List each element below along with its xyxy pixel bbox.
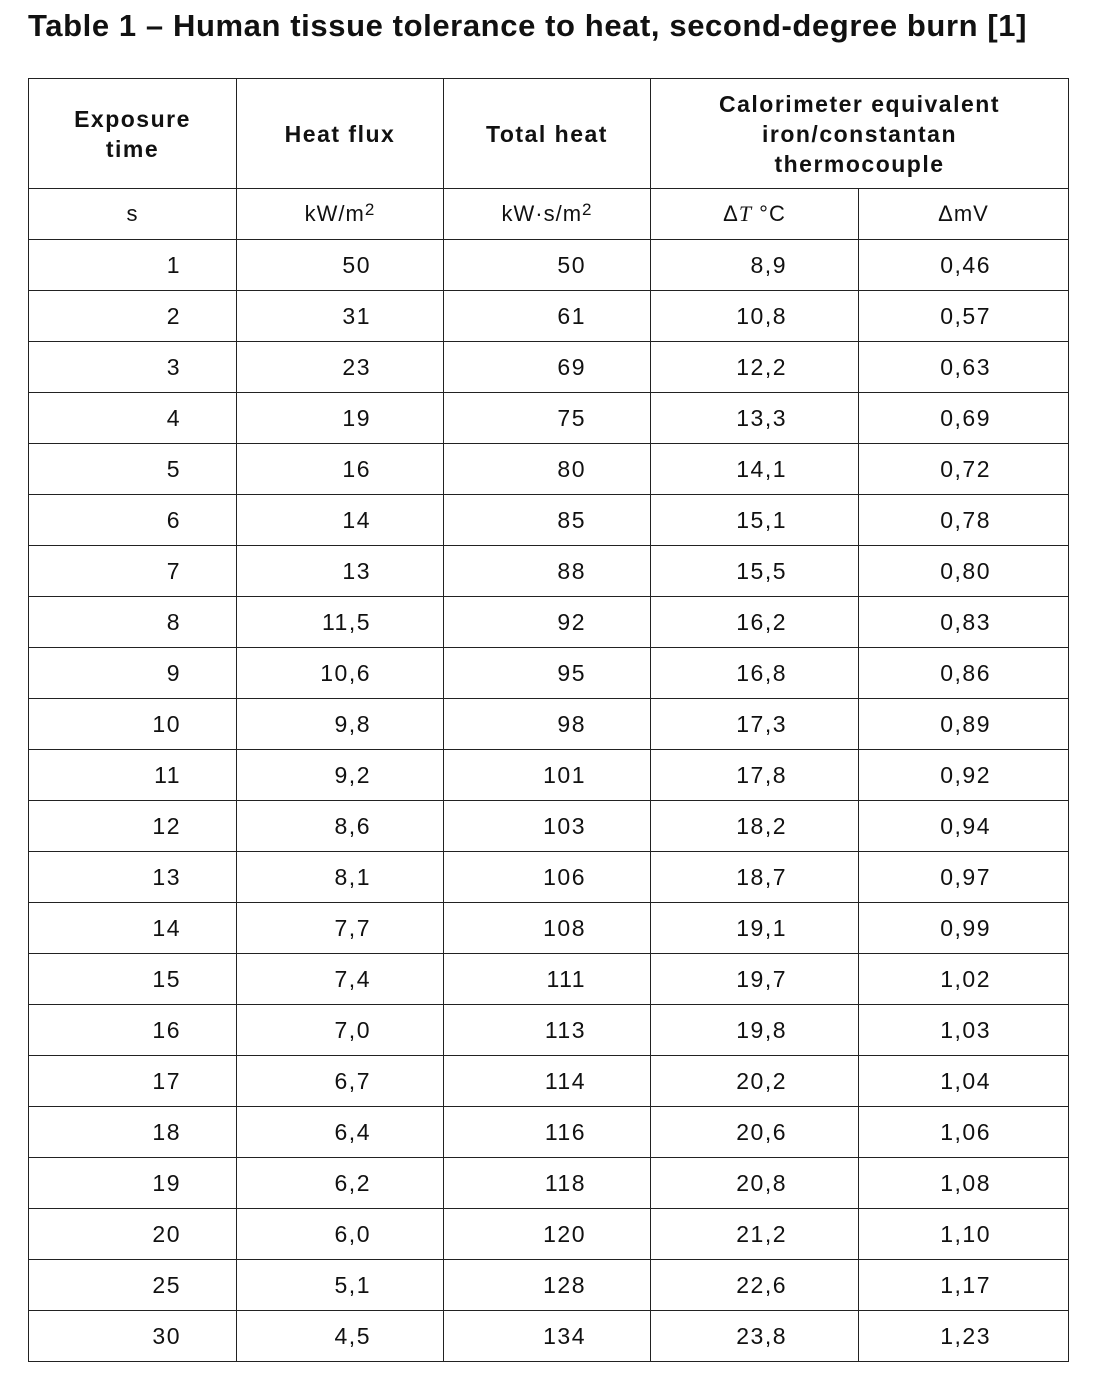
cell-value: 0,97 xyxy=(940,863,991,890)
delta-t-cell xyxy=(651,597,859,648)
heat-flux-cell xyxy=(237,699,444,750)
delta-t-cell xyxy=(651,444,859,495)
cell-value: 19 xyxy=(342,404,371,431)
exposure-time-cell xyxy=(29,1311,237,1362)
cell-value: 20 xyxy=(152,1220,181,1247)
cell-value: 8,1 xyxy=(334,863,371,890)
cell-value: 15,5 xyxy=(736,557,787,584)
total-heat-cell xyxy=(444,750,651,801)
table-row xyxy=(29,648,1069,699)
heat-flux-cell xyxy=(237,240,444,291)
heat-flux-cell xyxy=(237,1107,444,1158)
cell-value: 19,1 xyxy=(736,914,787,941)
total-heat-cell xyxy=(444,393,651,444)
heat-flux-cell xyxy=(237,546,444,597)
unit-exposure-time: s xyxy=(29,189,237,240)
delta-mv-cell xyxy=(859,291,1069,342)
header-calorimeter: Calorimeter equivalent iron/constantan thermocouple xyxy=(651,79,1069,189)
cell-value: 111 xyxy=(546,965,586,992)
cell-value: 0,94 xyxy=(940,812,991,839)
heat-flux-cell xyxy=(237,393,444,444)
header-exposure-time: Exposure time xyxy=(29,79,237,189)
unit-heat-flux: $kW/m^2$ xyxy=(237,189,444,240)
table-row xyxy=(29,342,1069,393)
cell-value: 113 xyxy=(544,1016,586,1043)
total-heat-cell xyxy=(444,240,651,291)
cell-value: 6,2 xyxy=(334,1169,371,1196)
delta-t-cell xyxy=(651,1209,859,1260)
cell-value: 120 xyxy=(543,1220,586,1247)
total-heat-cell xyxy=(444,852,651,903)
total-heat-cell xyxy=(444,444,651,495)
cell-value: 18,7 xyxy=(736,863,787,890)
delta-mv-cell xyxy=(859,903,1069,954)
cell-value: 15,1 xyxy=(736,506,787,533)
delta-mv-cell xyxy=(859,495,1069,546)
total-heat-cell xyxy=(444,699,651,750)
delta-t-cell xyxy=(651,699,859,750)
cell-value: 0,78 xyxy=(940,506,991,533)
cell-value: 18,2 xyxy=(736,812,787,839)
delta-t-cell xyxy=(651,546,859,597)
heat-flux-cell xyxy=(237,648,444,699)
cell-value: 9,8 xyxy=(334,710,371,737)
cell-value: 106 xyxy=(543,863,586,890)
heat-flux-cell xyxy=(237,1005,444,1056)
total-heat-cell xyxy=(444,1260,651,1311)
heat-flux-cell xyxy=(237,1209,444,1260)
cell-value: 88 xyxy=(557,557,586,584)
table-row xyxy=(29,1056,1069,1107)
cell-value: 9,2 xyxy=(334,761,371,788)
cell-value: 17,3 xyxy=(736,710,787,737)
cell-value: 10,8 xyxy=(736,302,787,329)
cell-value: 1,17 xyxy=(940,1271,991,1298)
table-row xyxy=(29,1311,1069,1362)
cell-value: 98 xyxy=(557,710,586,737)
cell-value: 1 xyxy=(166,251,181,278)
heat-flux-cell xyxy=(237,1311,444,1362)
cell-value: 13 xyxy=(152,863,181,890)
cell-value: 7,0 xyxy=(334,1016,371,1043)
total-heat-cell xyxy=(444,546,651,597)
cell-value: 5,1 xyxy=(334,1271,371,1298)
total-heat-cell xyxy=(444,903,651,954)
total-heat-cell xyxy=(444,1056,651,1107)
cell-value: 18 xyxy=(152,1118,181,1145)
table-row xyxy=(29,546,1069,597)
table-row xyxy=(29,1107,1069,1158)
delta-mv-cell xyxy=(859,1005,1069,1056)
cell-value: 13 xyxy=(342,557,371,584)
cell-value: 108 xyxy=(543,914,586,941)
delta-t-cell xyxy=(651,903,859,954)
table-row xyxy=(29,597,1069,648)
cell-value: 17,8 xyxy=(736,761,787,788)
exposure-time-cell xyxy=(29,1260,237,1311)
heat-flux-cell xyxy=(237,1158,444,1209)
cell-value: 6 xyxy=(166,506,181,533)
exposure-time-cell xyxy=(29,750,237,801)
delta-t-cell xyxy=(651,1005,859,1056)
cell-value: 1,03 xyxy=(940,1016,991,1043)
exposure-time-cell xyxy=(29,903,237,954)
heat-flux-cell xyxy=(237,954,444,1005)
cell-value: 1,10 xyxy=(940,1220,991,1247)
cell-value: 1,08 xyxy=(940,1169,991,1196)
cell-value: 23 xyxy=(342,353,371,380)
cell-value: 16 xyxy=(342,455,371,482)
delta-mv-cell xyxy=(859,342,1069,393)
total-heat-cell xyxy=(444,1107,651,1158)
cell-value: 92 xyxy=(557,608,586,635)
total-heat-cell xyxy=(444,291,651,342)
heat-flux-cell xyxy=(237,903,444,954)
table-row xyxy=(29,750,1069,801)
cell-value: 118 xyxy=(544,1169,586,1196)
exposure-time-cell xyxy=(29,1209,237,1260)
delta-t-cell xyxy=(651,1056,859,1107)
total-heat-cell xyxy=(444,1209,651,1260)
cell-value: 0,92 xyxy=(940,761,991,788)
cell-value: 4,5 xyxy=(334,1322,371,1349)
cell-value: 21,2 xyxy=(736,1220,787,1247)
delta-mv-cell xyxy=(859,1209,1069,1260)
delta-t-cell xyxy=(651,852,859,903)
cell-value: 14,1 xyxy=(736,455,787,482)
cell-value: 2 xyxy=(166,302,181,329)
heat-flux-cell xyxy=(237,1056,444,1107)
table-row xyxy=(29,1260,1069,1311)
header-heat-flux: Heat flux xyxy=(237,79,444,189)
delta-mv-cell xyxy=(859,699,1069,750)
table-row xyxy=(29,852,1069,903)
delta-mv-cell xyxy=(859,1311,1069,1362)
cell-value: 3 xyxy=(166,353,181,380)
cell-value: 50 xyxy=(342,251,371,278)
cell-value: 17 xyxy=(152,1067,181,1094)
delta-t-cell xyxy=(651,801,859,852)
cell-value: 103 xyxy=(543,812,586,839)
cell-value: 5 xyxy=(166,455,181,482)
cell-value: 9 xyxy=(166,659,181,686)
delta-mv-cell xyxy=(859,1107,1069,1158)
delta-mv-cell xyxy=(859,393,1069,444)
cell-value: 95 xyxy=(557,659,586,686)
cell-value: 8,9 xyxy=(750,251,787,278)
delta-t-cell xyxy=(651,291,859,342)
exposure-time-cell xyxy=(29,240,237,291)
exposure-time-cell xyxy=(29,801,237,852)
delta-mv-cell xyxy=(859,750,1069,801)
exposure-time-cell xyxy=(29,393,237,444)
total-heat-cell xyxy=(444,342,651,393)
cell-value: 7 xyxy=(166,557,181,584)
cell-value: 11,5 xyxy=(321,608,371,635)
cell-value: 25 xyxy=(152,1271,181,1298)
cell-value: 22,6 xyxy=(736,1271,787,1298)
exposure-time-cell xyxy=(29,954,237,1005)
total-heat-cell xyxy=(444,648,651,699)
cell-value: 14 xyxy=(342,506,371,533)
total-heat-cell xyxy=(444,1311,651,1362)
delta-t-cell xyxy=(651,342,859,393)
cell-value: 134 xyxy=(543,1322,586,1349)
cell-value: 69 xyxy=(557,353,586,380)
cell-value: 8,6 xyxy=(334,812,371,839)
cell-value: 80 xyxy=(557,455,586,482)
cell-value: 15 xyxy=(152,965,181,992)
cell-value: 1,02 xyxy=(940,965,991,992)
cell-value: 85 xyxy=(557,506,586,533)
heat-flux-cell xyxy=(237,495,444,546)
table-row xyxy=(29,393,1069,444)
cell-value: 1,23 xyxy=(940,1322,991,1349)
table-row xyxy=(29,1158,1069,1209)
cell-value: 12 xyxy=(152,812,181,839)
table-row xyxy=(29,444,1069,495)
cell-value: 16 xyxy=(152,1016,181,1043)
cell-value: 11 xyxy=(154,761,181,788)
cell-value: 16,2 xyxy=(736,608,787,635)
table-row xyxy=(29,1005,1069,1056)
exposure-time-cell xyxy=(29,495,237,546)
table-row xyxy=(29,903,1069,954)
unit-total-heat: $kW\cdot s/m^2$ xyxy=(444,189,651,240)
cell-value: 10,6 xyxy=(320,659,371,686)
units-row xyxy=(29,189,1069,240)
cell-value: 19 xyxy=(152,1169,181,1196)
delta-mv-cell xyxy=(859,648,1069,699)
table-row xyxy=(29,699,1069,750)
cell-value: 10 xyxy=(152,710,181,737)
cell-value: 13,3 xyxy=(736,404,787,431)
table-title: Table 1 – Human tissue tolerance to heat, second-degree burn [1] xyxy=(28,8,1028,43)
heat-flux-cell xyxy=(237,852,444,903)
cell-value: 19,7 xyxy=(736,965,787,992)
cell-value: 12,2 xyxy=(736,353,787,380)
cell-value: 0,99 xyxy=(940,914,991,941)
delta-t-cell xyxy=(651,240,859,291)
heat-flux-cell xyxy=(237,597,444,648)
exposure-time-cell xyxy=(29,342,237,393)
exposure-time-cell xyxy=(29,444,237,495)
delta-mv-cell xyxy=(859,852,1069,903)
delta-t-cell xyxy=(651,495,859,546)
header-total-heat: Total heat xyxy=(444,79,651,189)
exposure-time-cell xyxy=(29,546,237,597)
delta-t-cell xyxy=(651,1158,859,1209)
table-row xyxy=(29,291,1069,342)
delta-mv-cell xyxy=(859,1056,1069,1107)
table-row xyxy=(29,1209,1069,1260)
cell-value: 0,63 xyxy=(940,353,991,380)
cell-value: 1,04 xyxy=(940,1067,991,1094)
heat-flux-cell xyxy=(237,342,444,393)
cell-value: 20,8 xyxy=(736,1169,787,1196)
cell-value: 0,83 xyxy=(940,608,991,635)
cell-value: 116 xyxy=(544,1118,586,1145)
cell-value: 128 xyxy=(543,1271,586,1298)
cell-value: 50 xyxy=(557,251,586,278)
cell-value: 7,4 xyxy=(334,965,371,992)
delta-mv-cell xyxy=(859,444,1069,495)
cell-value: 30 xyxy=(152,1322,181,1349)
delta-mv-cell xyxy=(859,597,1069,648)
total-heat-cell xyxy=(444,954,651,1005)
unit-delta-mv: ΔmV xyxy=(859,189,1069,240)
heat-flux-cell xyxy=(237,444,444,495)
delta-t-cell xyxy=(651,648,859,699)
heat-flux-cell xyxy=(237,801,444,852)
total-heat-cell xyxy=(444,1005,651,1056)
exposure-time-cell xyxy=(29,852,237,903)
heat-flux-cell xyxy=(237,291,444,342)
exposure-time-cell xyxy=(29,1158,237,1209)
cell-value: 0,80 xyxy=(940,557,991,584)
heat-flux-cell xyxy=(237,1260,444,1311)
delta-mv-cell xyxy=(859,1158,1069,1209)
delta-t-cell xyxy=(651,1107,859,1158)
cell-value: 0,89 xyxy=(940,710,991,737)
delta-t-cell xyxy=(651,954,859,1005)
cell-value: 16,8 xyxy=(736,659,787,686)
cell-value: 101 xyxy=(543,761,586,788)
total-heat-cell xyxy=(444,597,651,648)
cell-value: 6,7 xyxy=(334,1067,371,1094)
cell-value: 6,4 xyxy=(334,1118,371,1145)
cell-value: 7,7 xyxy=(334,914,371,941)
exposure-time-cell xyxy=(29,1107,237,1158)
table-row xyxy=(29,495,1069,546)
cell-value: 20,2 xyxy=(736,1067,787,1094)
table-row xyxy=(29,240,1069,291)
delta-t-cell xyxy=(651,1311,859,1362)
delta-t-cell xyxy=(651,393,859,444)
cell-value: 31 xyxy=(342,302,371,329)
delta-mv-cell xyxy=(859,546,1069,597)
exposure-time-cell xyxy=(29,597,237,648)
cell-value: 19,8 xyxy=(736,1016,787,1043)
cell-value: 0,57 xyxy=(940,302,991,329)
heat-flux-cell xyxy=(237,750,444,801)
cell-value: 0,72 xyxy=(940,455,991,482)
total-heat-cell xyxy=(444,1158,651,1209)
cell-value: 23,8 xyxy=(736,1322,787,1349)
table-row xyxy=(29,801,1069,852)
cell-value: 0,46 xyxy=(940,251,991,278)
cell-value: 8 xyxy=(166,608,181,635)
delta-mv-cell xyxy=(859,240,1069,291)
total-heat-cell xyxy=(444,495,651,546)
exposure-time-cell xyxy=(29,699,237,750)
burn-tolerance-table xyxy=(28,78,1069,1362)
cell-value: 114 xyxy=(544,1067,586,1094)
delta-mv-cell xyxy=(859,801,1069,852)
cell-value: 75 xyxy=(557,404,586,431)
cell-value: 6,0 xyxy=(334,1220,371,1247)
exposure-time-cell xyxy=(29,1005,237,1056)
cell-value: 0,69 xyxy=(940,404,991,431)
delta-t-cell xyxy=(651,1260,859,1311)
exposure-time-cell xyxy=(29,648,237,699)
cell-value: 14 xyxy=(152,914,181,941)
cell-value: 4 xyxy=(166,404,181,431)
header-row xyxy=(29,79,1069,189)
cell-value: 61 xyxy=(557,302,586,329)
delta-mv-cell xyxy=(859,954,1069,1005)
cell-value: 0,86 xyxy=(940,659,991,686)
delta-mv-cell xyxy=(859,1260,1069,1311)
table-row xyxy=(29,954,1069,1005)
delta-t-cell xyxy=(651,750,859,801)
exposure-time-cell xyxy=(29,1056,237,1107)
unit-delta-t: ΔT °C xyxy=(651,189,859,240)
cell-value: 20,6 xyxy=(736,1118,787,1145)
cell-value: 1,06 xyxy=(940,1118,991,1145)
exposure-time-cell xyxy=(29,291,237,342)
total-heat-cell xyxy=(444,801,651,852)
